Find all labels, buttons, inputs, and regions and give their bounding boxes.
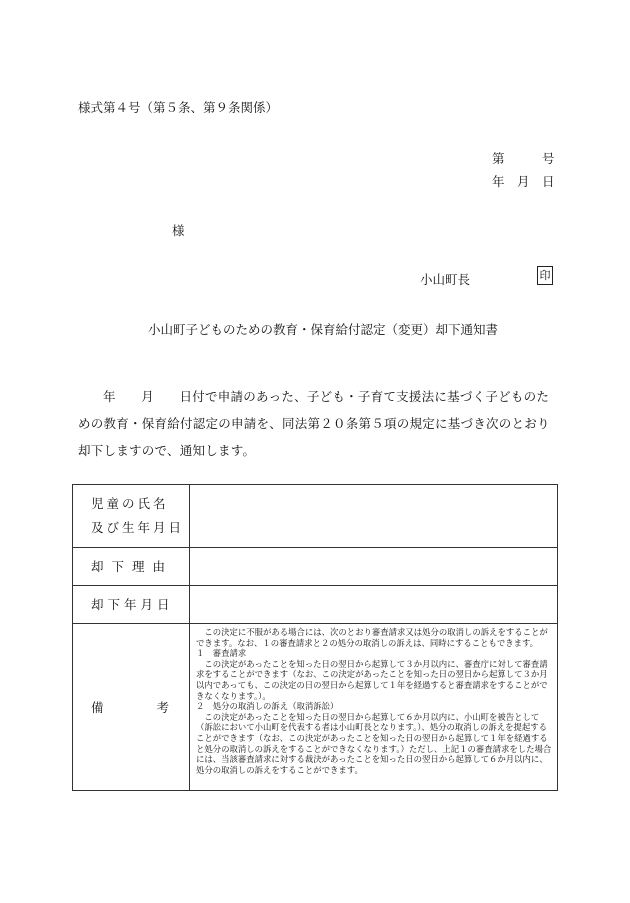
rejection-date-value-cell[interactable] (190, 586, 558, 624)
remarks-notes-cell (190, 624, 558, 791)
table-row-child-name (73, 485, 558, 548)
child-name-label-line1: 児童の氏名 (91, 496, 169, 511)
notes-paragraph-1: この決定があったことを知った日の翌日から起算して３か月以内に、審査庁に対して審査請求をすることができます（なお、この決定があったことを知った日の翌日から起算して３か月以内であっても、この決定の日の翌日から起算して１年を経過すると審査請求をすることができなくなります。）。 (196, 658, 548, 701)
document-date-line: 年 月 日 (492, 174, 555, 189)
notes-heading-2: ２ 処分の取消しの訴え（取消訴訟） (196, 701, 339, 712)
remarks-label-b: 考 (156, 700, 169, 715)
rejection-date-label-cell (73, 586, 190, 624)
child-name-label-cell (73, 485, 190, 548)
notes-paragraph-2: この決定があったことを知った日の翌日から起算して６か月以内に、小山町を被告として（訴訟において小山町を代表する者は小山町長となります。）、処分の取消しの訴えを提起することができます（なお、この決定があったことを知った日の翌日から起算して１年を経過すると処分の取消しの訴えをすることができなくなります。）ただし、上記１の審査請求をした場合には、当該審査請求に対する裁決があったことを知った日の翌日から起算して６か月以内に、処分の取消しの訴えをすることができます。 (196, 711, 552, 775)
remarks-label-cell (73, 624, 190, 791)
info-table (72, 484, 558, 791)
rejection-reason-label: 却下理由 (91, 558, 174, 574)
table-row-rejection-date (73, 586, 558, 624)
issuer-name: 小山町長 (420, 272, 471, 287)
rejection-date-label: 却下年月日 (91, 596, 174, 612)
addressee-honorific: 様 (172, 223, 185, 238)
form-number: 様式第４号（第５条、第９条関係） (78, 100, 279, 115)
notice-body: 年 月 日付で申請のあった、子ども・子育て支援法に基づく子どものための教育・保育給付認定の申請を、同法第２０条第５項の規定に基づき次のとおり却下しますので、通知します。 (78, 389, 550, 458)
notes-heading-1: １ 審査請求 (196, 648, 247, 659)
seal-mark: 印 (537, 266, 553, 285)
child-name-value-cell[interactable] (190, 485, 558, 548)
table-row-rejection-reason (73, 548, 558, 586)
remarks-label-a: 備 (91, 700, 104, 715)
document-title: 小山町子どものための教育・保育給付認定（変更）却下通知書 (148, 322, 499, 337)
document-number-line: 第 号 (492, 151, 555, 166)
table-row-remarks (73, 624, 558, 791)
notes-intro: この決定に不服がある場合には、次のとおり審査請求又は処分の取消しの訴えをすることができます。なお、１の審査請求と２の処分の取消しの訴えは、同時にすることもできます。 (196, 627, 548, 648)
rejection-reason-label-cell (73, 548, 190, 586)
rejection-reason-value-cell[interactable] (190, 548, 558, 586)
child-name-label-line2: 及び生年月日 (91, 520, 185, 535)
